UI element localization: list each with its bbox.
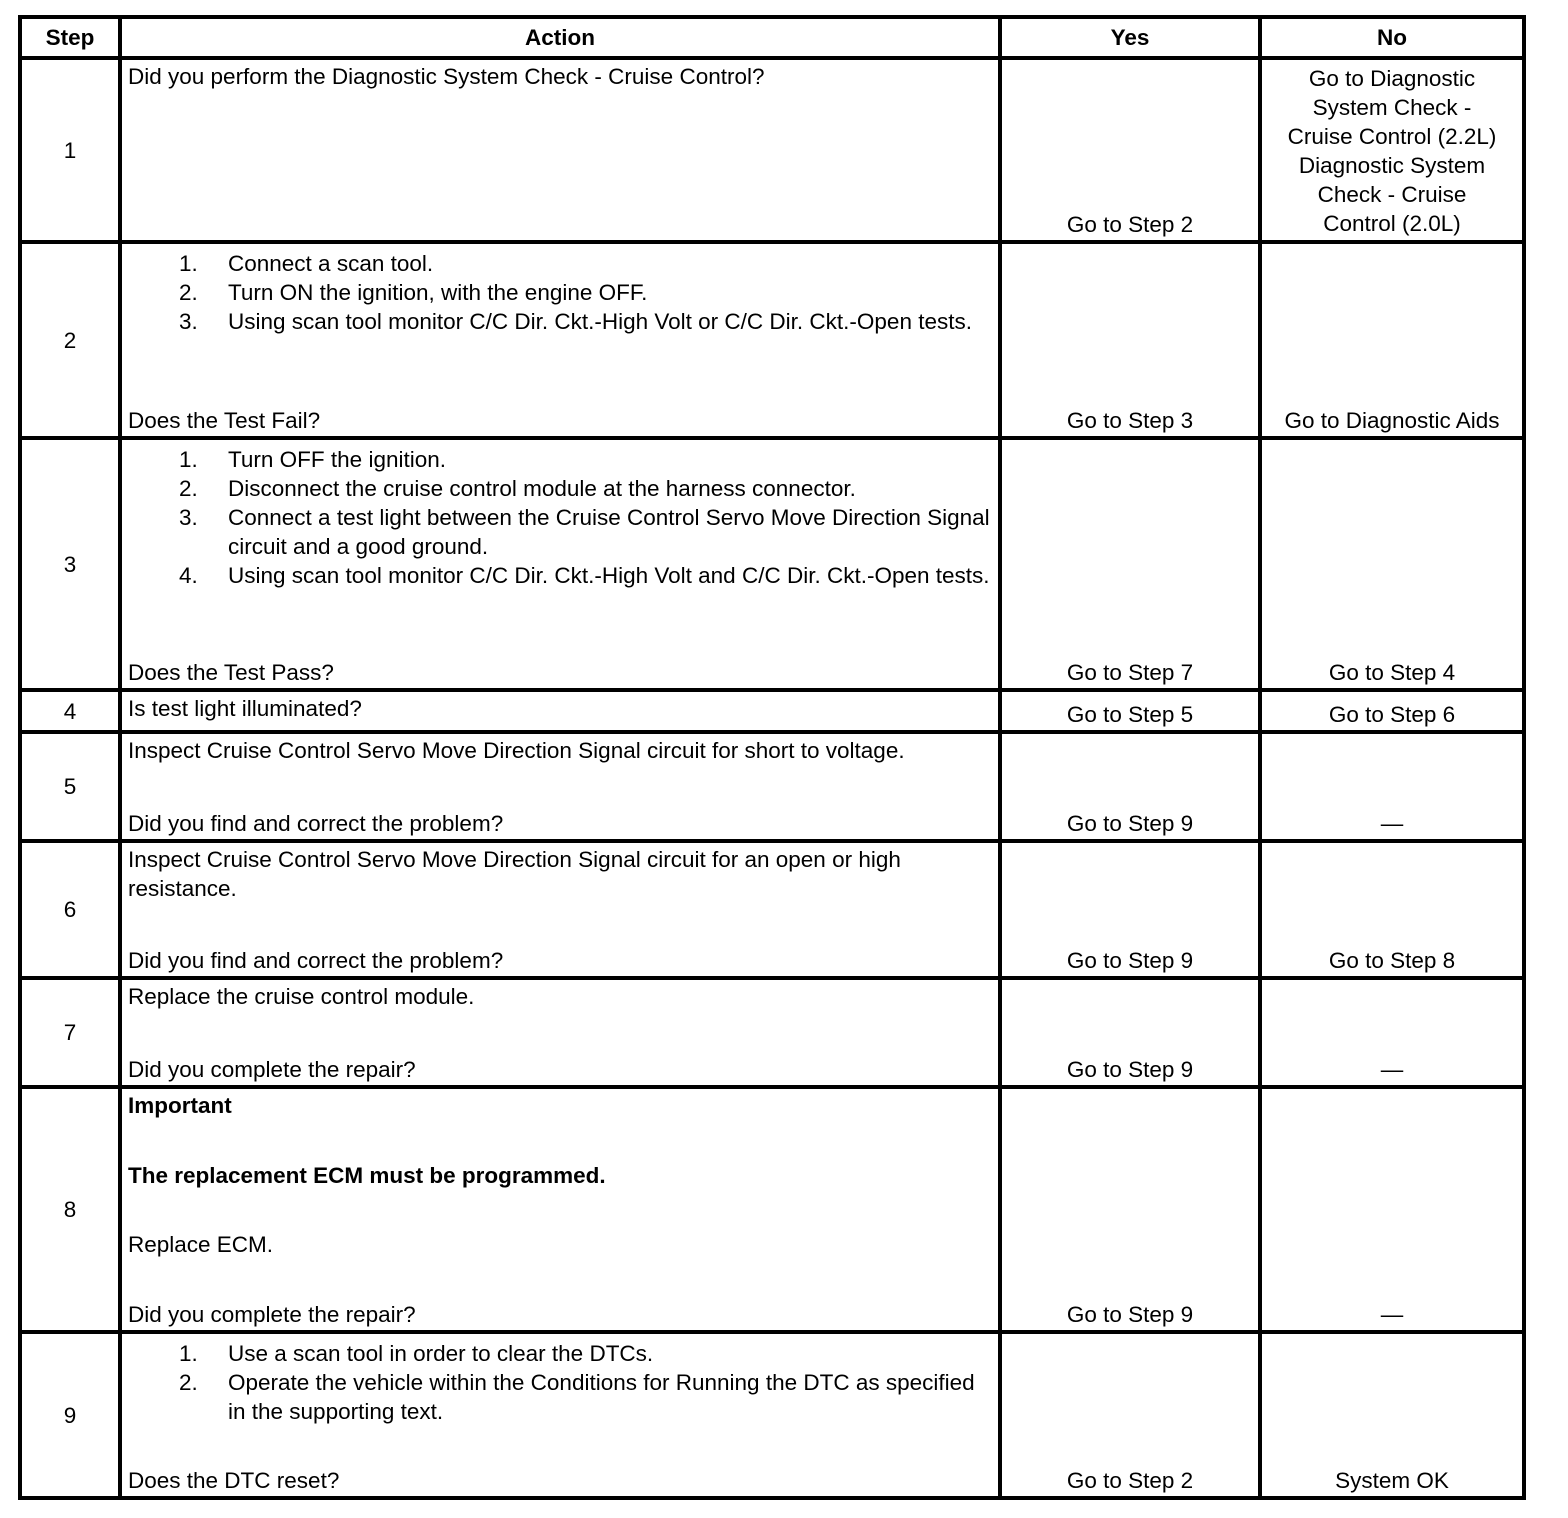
list-item: 1. Use a scan tool in order to clear the DTCs.	[179, 1341, 654, 1366]
question-text: Did you perform the Diagnostic System Check - Cruise Control?	[128, 64, 765, 89]
step-number: 7	[20, 978, 120, 1087]
table-row	[20, 242, 1524, 438]
table-row	[20, 978, 1524, 1087]
instruction-text: Replace the cruise control module.	[128, 984, 475, 1009]
action-list	[128, 249, 992, 336]
header-yes: Yes	[1000, 17, 1260, 58]
question-text: Does the DTC reset?	[128, 1468, 340, 1493]
step-number: 8	[20, 1087, 120, 1332]
question-text: Did you find and correct the problem?	[128, 948, 504, 973]
question-text: Does the Test Fail?	[128, 408, 321, 433]
list-item: 1. Connect a scan tool.	[179, 251, 434, 276]
header-action: Action	[120, 17, 1000, 58]
important-label: Important	[128, 1093, 232, 1118]
action-cell	[120, 1332, 1000, 1498]
yes-cell: Go to Step 9	[1000, 1087, 1260, 1332]
list-item: 3. Connect a test light between the Cruise Control Servo Move Direction Signal circuit and a good ground.	[179, 505, 990, 559]
question-text: Did you find and correct the problem?	[128, 811, 504, 836]
action-cell	[120, 978, 1000, 1087]
yes-cell: Go to Step 9	[1000, 732, 1260, 841]
no-line: Check - Cruise	[1317, 182, 1467, 207]
list-item: 2. Disconnect the cruise control module at the harness connector.	[179, 476, 856, 501]
step-number: 3	[20, 438, 120, 690]
important-text: The replacement ECM must be programmed.	[128, 1162, 606, 1188]
list-item: 1. Turn OFF the ignition.	[179, 447, 447, 472]
table-row	[20, 1087, 1524, 1332]
yes-cell: Go to Step 5	[1000, 690, 1260, 732]
instruction-text: Inspect Cruise Control Servo Move Direction Signal circuit for short to voltage.	[128, 738, 905, 763]
no-cell: Go to Step 8	[1260, 841, 1524, 978]
no-line: Control (2.0L)	[1323, 211, 1461, 236]
step-number: 4	[20, 690, 120, 732]
list-item: 2. Turn ON the ignition, with the engine OFF.	[179, 280, 648, 305]
action-cell	[120, 841, 1000, 978]
no-cell: Go to Step 6	[1260, 690, 1524, 732]
action-list	[128, 1339, 992, 1426]
no-cell	[1260, 58, 1524, 242]
table-row	[20, 732, 1524, 841]
step-number: 1	[20, 58, 120, 242]
list-item: 3. Using scan tool monitor C/C Dir. Ckt.-High Volt or C/C Dir. Ckt.-Open tests.	[179, 309, 972, 334]
header-no: No	[1260, 17, 1524, 58]
yes-cell: Go to Step 7	[1000, 438, 1260, 690]
action-cell	[120, 438, 1000, 690]
question-text: Does the Test Pass?	[128, 660, 334, 685]
no-cell: System OK	[1260, 1332, 1524, 1498]
no-line: Diagnostic System	[1298, 153, 1486, 178]
list-item: 2. Operate the vehicle within the Conditions for Running the DTC as specified in the supporting text.	[179, 1370, 975, 1424]
yes-cell: Go to Step 9	[1000, 978, 1260, 1087]
step-number: 2	[20, 242, 120, 438]
table-row	[20, 58, 1524, 242]
action-cell	[120, 732, 1000, 841]
no-line: Go to Diagnostic	[1308, 66, 1476, 91]
no-cell: —	[1260, 978, 1524, 1087]
instruction-text: Inspect Cruise Control Servo Move Direction Signal circuit for an open or high resistance.	[128, 847, 901, 901]
yes-cell: Go to Step 2	[1000, 58, 1260, 242]
table-row	[20, 1332, 1524, 1498]
action-cell	[120, 690, 1000, 732]
yes-cell: Go to Step 3	[1000, 242, 1260, 438]
step-number: 5	[20, 732, 120, 841]
header-row	[20, 17, 1524, 58]
no-line: System Check -	[1312, 95, 1472, 120]
question-text: Did you complete the repair?	[128, 1301, 416, 1327]
no-line: Cruise Control (2.2L)	[1287, 124, 1497, 149]
no-cell: Go to Diagnostic Aids	[1260, 242, 1524, 438]
instruction-text: Replace ECM.	[128, 1232, 274, 1258]
step-number: 6	[20, 841, 120, 978]
action-cell	[120, 58, 1000, 242]
table-row	[20, 841, 1524, 978]
header-step: Step	[20, 17, 120, 58]
list-item: 4. Using scan tool monitor C/C Dir. Ckt.-High Volt and C/C Dir. Ckt.-Open tests.	[179, 563, 990, 588]
no-cell: —	[1260, 1087, 1524, 1332]
action-list	[128, 445, 992, 590]
step-number: 9	[20, 1332, 120, 1498]
question-text: Is test light illuminated?	[128, 696, 362, 721]
diagnostic-table	[18, 15, 1526, 1500]
action-cell	[120, 1087, 1000, 1332]
no-cell: Go to Step 4	[1260, 438, 1524, 690]
question-text: Did you complete the repair?	[128, 1057, 416, 1082]
yes-cell: Go to Step 2	[1000, 1332, 1260, 1498]
no-cell: —	[1260, 732, 1524, 841]
table-row	[20, 438, 1524, 690]
table-row	[20, 690, 1524, 732]
action-cell	[120, 242, 1000, 438]
yes-cell: Go to Step 9	[1000, 841, 1260, 978]
